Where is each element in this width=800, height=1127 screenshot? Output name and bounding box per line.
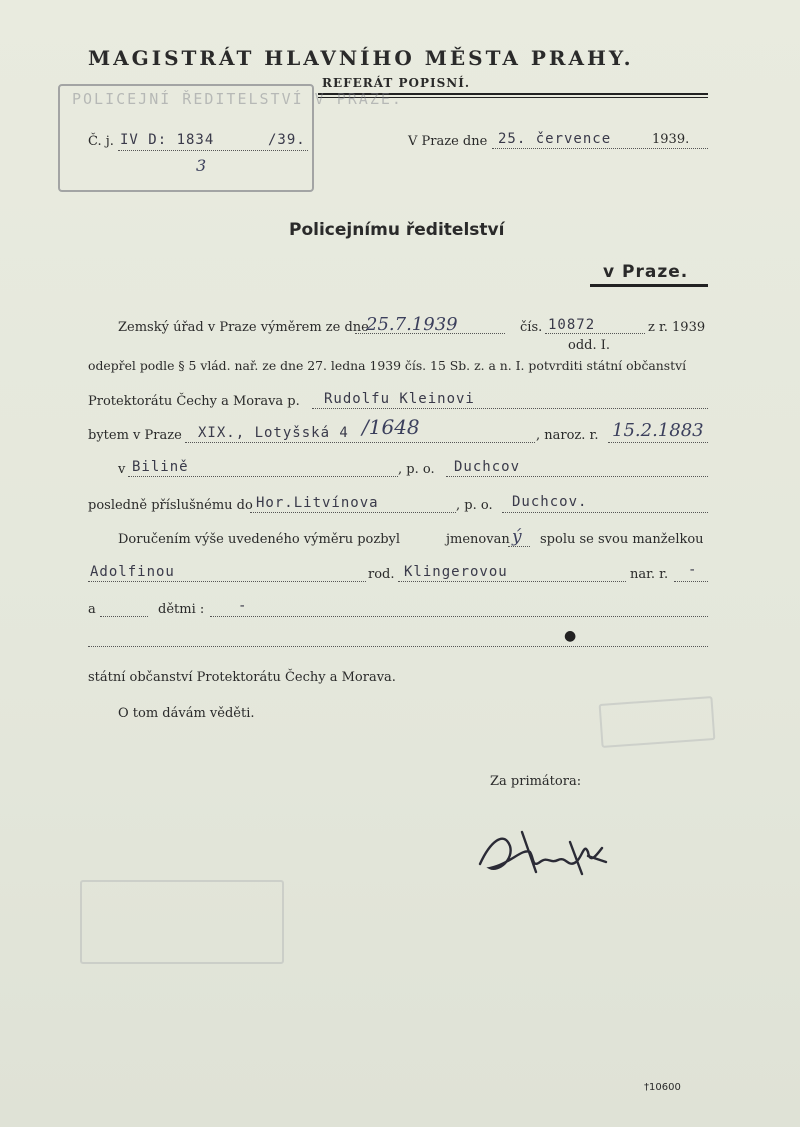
- body-l4-prefix: bytem v Praze: [88, 428, 182, 443]
- body-l6-po-label: , p. o.: [456, 498, 493, 513]
- body-l4-born: 15.2.1883: [612, 420, 704, 441]
- body-l4-born-label: , naroz. r.: [536, 428, 599, 443]
- reference-sub-number: 3: [196, 156, 207, 175]
- body-l1-date: 25.7.1939: [366, 314, 458, 335]
- body-l1-odd: odd. I.: [568, 338, 611, 353]
- stamp-text: POLICEJNÍ ŘEDITELSTVÍ V PRAZE.: [72, 90, 403, 108]
- date-year: 1939.: [652, 132, 690, 147]
- body-l3-name: Rudolfu Kleinovi: [324, 391, 475, 407]
- body-l1-prefix: Zemský úřad v Praze výměrem ze dne: [118, 320, 369, 335]
- signature-image: [470, 812, 620, 892]
- body-l9-deti: -: [238, 598, 248, 614]
- reference-year: /39.: [268, 132, 306, 148]
- date-prefix: V Praze dne: [408, 134, 488, 149]
- body-l6-prefix: posledně příslušnému do: [88, 498, 253, 513]
- document-title: MAGISTRÁT HLAVNÍHO MĚSTA PRAHY.: [88, 46, 634, 70]
- body-l1-cis: 10872: [548, 317, 596, 333]
- recipient-line-1: Policejnímu ředitelství: [289, 220, 505, 240]
- body-l1-cis-label: čís.: [520, 320, 543, 335]
- faint-stamp-1: [599, 696, 716, 748]
- body-l5-po: Duchcov: [454, 459, 521, 475]
- body-l8-nar-label: nar. r.: [630, 567, 669, 582]
- body-l5-po-label: , p. o.: [398, 462, 435, 477]
- body-l5-prefix: v: [118, 462, 126, 477]
- signature-label: Za primátora:: [490, 774, 582, 789]
- body-l8-rod: Klingerovou: [404, 564, 508, 580]
- body-l7: Doručením výše uvedeného výměru pozbyl: [118, 532, 401, 547]
- body-l4-hand: /1648: [362, 415, 420, 439]
- document-subtitle: REFERÁT POPISNÍ.: [322, 76, 471, 90]
- document-page: MAGISTRÁT HLAVNÍHO MĚSTA PRAHY. REFERÁT POPISNÍ. POLICEJNÍ ŘEDITELSTVÍ V PRAZE. Č. j. IV D: 1834 /39. 3 V Praze dne 25. července 1939. Policejnímu ředitelství v Praze. Zemský úřad v Praze výměrem ze dne 25.7.1939 čís. 10872 z r. 1939 odd. I. odepřel podle § 5 vlád. nař. ze dne 27. ledna 1939 čís. 15 Sb. z. a n. I. potvrditi státní občanství Protektorátu Čechy a Morava p. Rudolfu Kleinovi bytem v Praze XIX., Lotyšská 4 /1648 , naroz. r. 15.2.1883 v Bilině , p. o. Duchcov posledně příslušnému do Hor.Litvínova , p. o. Duchcov. Doručením výše uvedeného výměru pozbyl jmenovan ý spolu se svou manželkou Adolfinou rod. Klingerovou nar. r. - a dětmi : - ● státní občanství Protektorátu Čechy a Morava. O tom dávám věděti. Za primátora: †10600: [0, 0, 800, 1127]
- body-l7-rest: spolu se svou manželkou: [540, 532, 704, 547]
- reference-number: IV D: 1834: [120, 132, 215, 148]
- body-l5-place: Bilině: [132, 459, 189, 475]
- body-l9-a: a: [88, 602, 96, 617]
- body-l6-po: Duchcov.: [512, 494, 588, 510]
- body-l8-wife: Adolfinou: [90, 564, 175, 580]
- body-l6-place: Hor.Litvínova: [256, 495, 379, 511]
- body-l9-deti-label: dětmi :: [158, 602, 205, 617]
- recipient-underline: [590, 284, 708, 287]
- reference-label: Č. j.: [88, 134, 114, 149]
- body-l10: státní občanství Protektorátu Čechy a Morava.: [88, 670, 396, 685]
- faint-stamp-2: [80, 880, 284, 964]
- form-number: †10600: [644, 1082, 681, 1093]
- body-l4-address: XIX., Lotyšská 4: [198, 425, 349, 441]
- body-l7-jm-typed: ý: [512, 527, 522, 547]
- body-l8-rod-label: rod.: [368, 567, 395, 582]
- recipient-line-2: v Praze.: [603, 262, 689, 282]
- body-l8-nar: -: [688, 562, 698, 578]
- body-l1-year: z r. 1939: [648, 320, 706, 335]
- body-l11: O tom dávám věděti.: [118, 706, 255, 721]
- body-l7-jm: jmenovan: [446, 532, 510, 547]
- date-typed: 25. července: [498, 131, 612, 147]
- body-l3-prefix: Protektorátu Čechy a Morava p.: [88, 394, 300, 409]
- body-l2: odepřel podle § 5 vlád. nař. ze dne 27. ledna 1939 čís. 15 Sb. z. a n. I. potvrditi státní občanství: [88, 358, 687, 373]
